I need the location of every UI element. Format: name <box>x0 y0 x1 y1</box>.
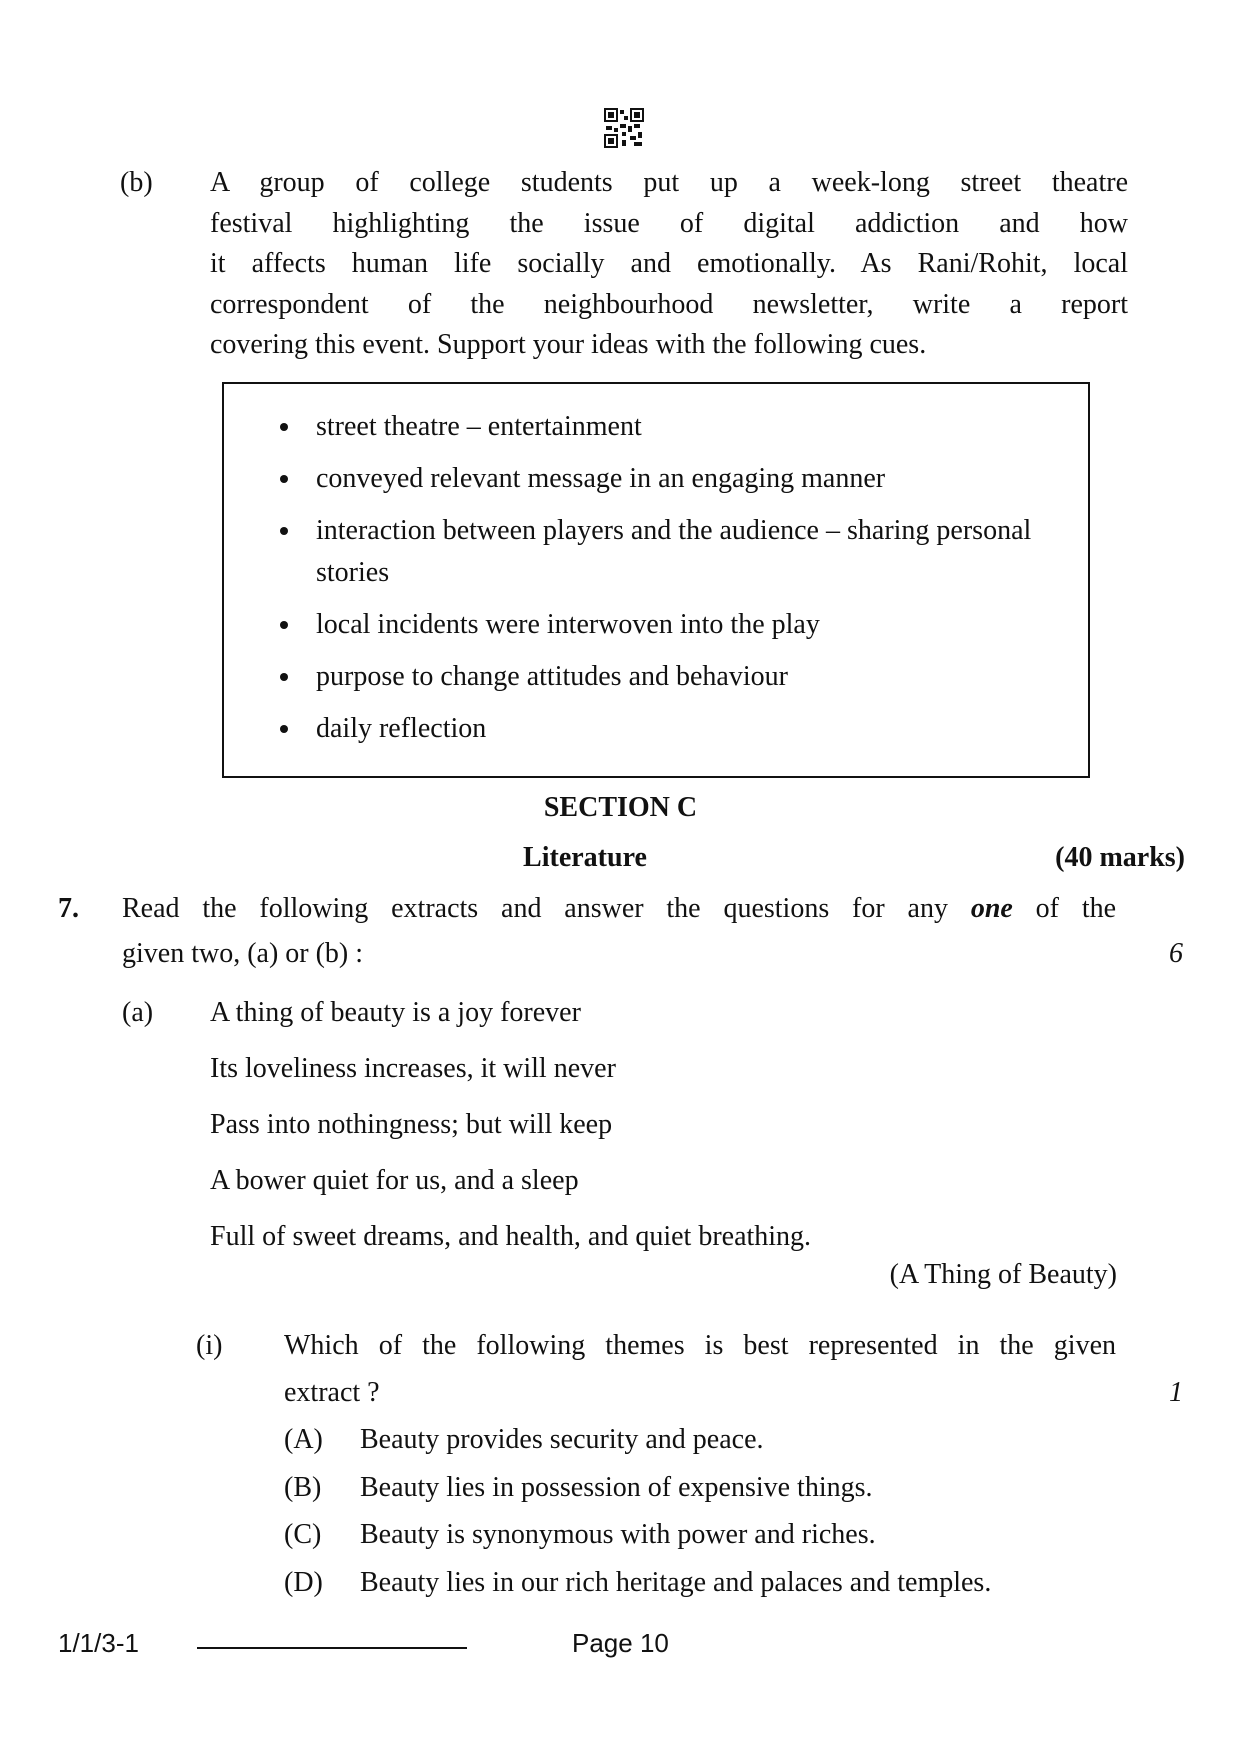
part-a-label: (a) <box>122 997 154 1028</box>
option-text: Beauty lies in our rich heritage and palaces and temples. <box>360 1567 992 1598</box>
part-b-prompt <box>210 163 1128 366</box>
cue-text: interaction between players and the audience – sharing personal stories <box>316 515 1032 588</box>
question-emphasis: one <box>970 893 1013 924</box>
section-title: SECTION C <box>543 792 698 823</box>
question-marks: 6 <box>1169 938 1183 969</box>
qr-code-icon <box>604 108 644 148</box>
prompt-line: it affects human life socially and emotionally. As Rani/Rohit, local <box>210 248 1128 279</box>
section-marks: (40 marks) <box>1055 842 1185 873</box>
list-item <box>280 406 1040 448</box>
verse-line: A bower quiet for us, and a sleep <box>210 1165 579 1196</box>
footer-divider <box>197 1647 467 1649</box>
question-text-after: of the <box>1035 893 1117 924</box>
sub-question-line-2: extract ? <box>284 1377 380 1408</box>
prompt-line: festival highlighting the issue of digital addiction and how <box>210 207 1128 239</box>
sub-question-label: (i) <box>196 1330 223 1361</box>
list-item <box>280 708 1040 750</box>
list-item <box>280 656 1040 698</box>
paper-code: 1/1/3-1 <box>58 1628 139 1658</box>
cue-text: conveyed relevant message in an engaging manner <box>316 463 886 494</box>
bullet-icon <box>280 621 288 629</box>
list-item <box>280 604 1040 646</box>
bullet-icon <box>280 725 288 733</box>
prompt-line: correspondent of the neighbourhood newsletter, write a report <box>210 288 1128 320</box>
cue-text: street theatre – entertainment <box>316 411 642 442</box>
prompt-line: covering this event. Support your ideas with the following cues. <box>210 329 927 360</box>
bullet-icon <box>280 475 288 483</box>
verse-line: Its loveliness increases, it will never <box>210 1053 616 1084</box>
option-label: (D) <box>284 1567 323 1598</box>
list-item <box>280 458 1040 500</box>
part-b-label: (b) <box>120 167 153 198</box>
bullet-icon <box>280 673 288 681</box>
verse-line: A thing of beauty is a joy forever <box>210 997 581 1028</box>
option-text: Beauty lies in possession of expensive things. <box>360 1472 873 1503</box>
option-text: Beauty is synonymous with power and riches. <box>360 1519 876 1550</box>
section-subtitle: Literature <box>523 842 647 873</box>
question-line-2: given two, (a) or (b) : <box>122 938 364 969</box>
option-label: (C) <box>284 1519 322 1550</box>
cue-text: daily reflection <box>316 713 487 744</box>
page-number: Page 10 <box>572 1628 669 1658</box>
cue-text: local incidents were interwoven into the play <box>316 609 820 640</box>
question-number: 7. <box>58 893 79 924</box>
verse-source: (A Thing of Beauty) <box>889 1259 1117 1290</box>
option-label: (B) <box>284 1472 322 1503</box>
option-label: (A) <box>284 1424 323 1455</box>
sub-question-line-1: Which of the following themes is best represented in the given <box>284 1330 1116 1361</box>
question-text-before: Read the following extracts and answer the questions for any <box>122 893 948 924</box>
cue-list <box>280 406 1040 760</box>
cue-box <box>222 382 1090 778</box>
prompt-line: A group of college students put up a week-long street theatre <box>210 167 1128 198</box>
sub-question-marks: 1 <box>1169 1377 1183 1408</box>
bullet-icon <box>280 423 288 431</box>
cue-text: purpose to change attitudes and behaviour <box>316 661 788 692</box>
verse-line: Pass into nothingness; but will keep <box>210 1109 613 1140</box>
question-text <box>122 893 1116 925</box>
verse-line: Full of sweet dreams, and health, and quiet breathing. <box>210 1221 812 1252</box>
bullet-icon <box>280 527 288 535</box>
option-text: Beauty provides security and peace. <box>360 1424 764 1455</box>
list-item <box>280 510 1040 594</box>
